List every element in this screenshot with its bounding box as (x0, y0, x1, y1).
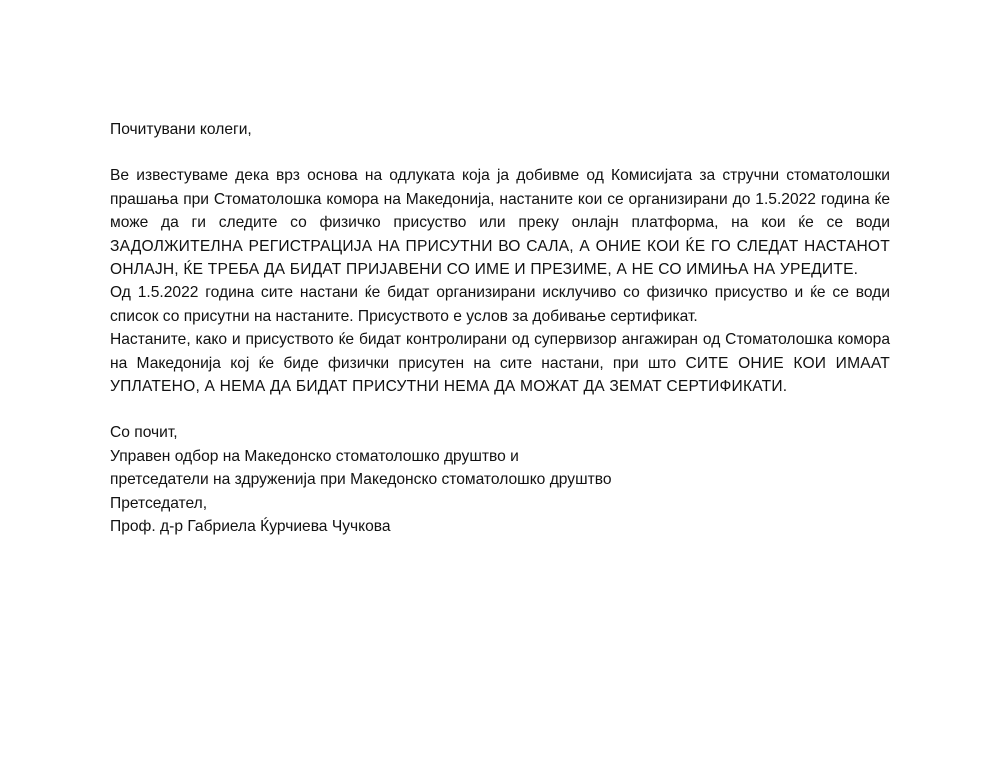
paragraph-registration-emphasis: ЗАДОЛЖИТЕЛНА РЕГИСТРАЦИЈА НА ПРИСУТНИ ВО САЛА, А ОНИЕ КОИ ЌЕ ГО СЛЕДАТ НАСТАНОТ ОНЛАЈН, ЌЕ ТРЕБА ДА БИДАТ ПРИЈАВЕНИ СО ИМЕ И ПРЕЗИМЕ, А НЕ СО ИМИЊА НА УРЕДИТЕ. (110, 237, 890, 279)
closing-block (110, 421, 890, 538)
closing-role: Претседател, (110, 494, 208, 512)
paragraph-registration (110, 164, 890, 281)
letter-body (110, 118, 890, 539)
paragraph-supervision (110, 328, 890, 398)
paragraph-registration-text: Ве известуваме дека врз основа на одлуката која ја добивме од Комисијата за стручни стоматолошки прашања при Стоматолошка комора на Македонија, настаните кои се организирани до 1.5.2022 година ќе може да ги следите со физичко присуство или преку онлајн платформа, на кои ќе се води (110, 167, 890, 232)
paragraph-supervision-emphasis: СИТЕ ОНИЕ КОИ ИМААТ УПЛАТЕНО, А НЕМА ДА БИДАТ ПРИСУТНИ НЕМА ДА МОЖАТ ДА ЗЕМАТ СЕРТИФИКАТИ. (110, 354, 890, 396)
closing-signatory: Проф. д-р Габриела Ќурчиева Чучкова (110, 518, 391, 536)
greeting: Почитувани колеги, (110, 121, 252, 138)
closing-salutation: Со почит, (110, 424, 178, 442)
paragraph-physical-attendance: Од 1.5.2022 година сите настани ќе бидат организирани исклучиво со физичко присуство и ќе се води список со присутни на настаните. Присуството е услов за добивање сертификат. (110, 284, 890, 325)
paragraph-supervision-text: Настаните, како и присуството ќе бидат контролирани од супервизор ангажиран од Стоматолошка комора на Македонија кој ќе биде физички присутен на сите настани, при што (110, 331, 890, 372)
closing-board-line: Управен одбор на Македонско стоматолошко друштво и (110, 447, 519, 465)
closing-presidents-line: претседатели на здруженија при Македонско стоматолошко друштво (110, 471, 612, 489)
